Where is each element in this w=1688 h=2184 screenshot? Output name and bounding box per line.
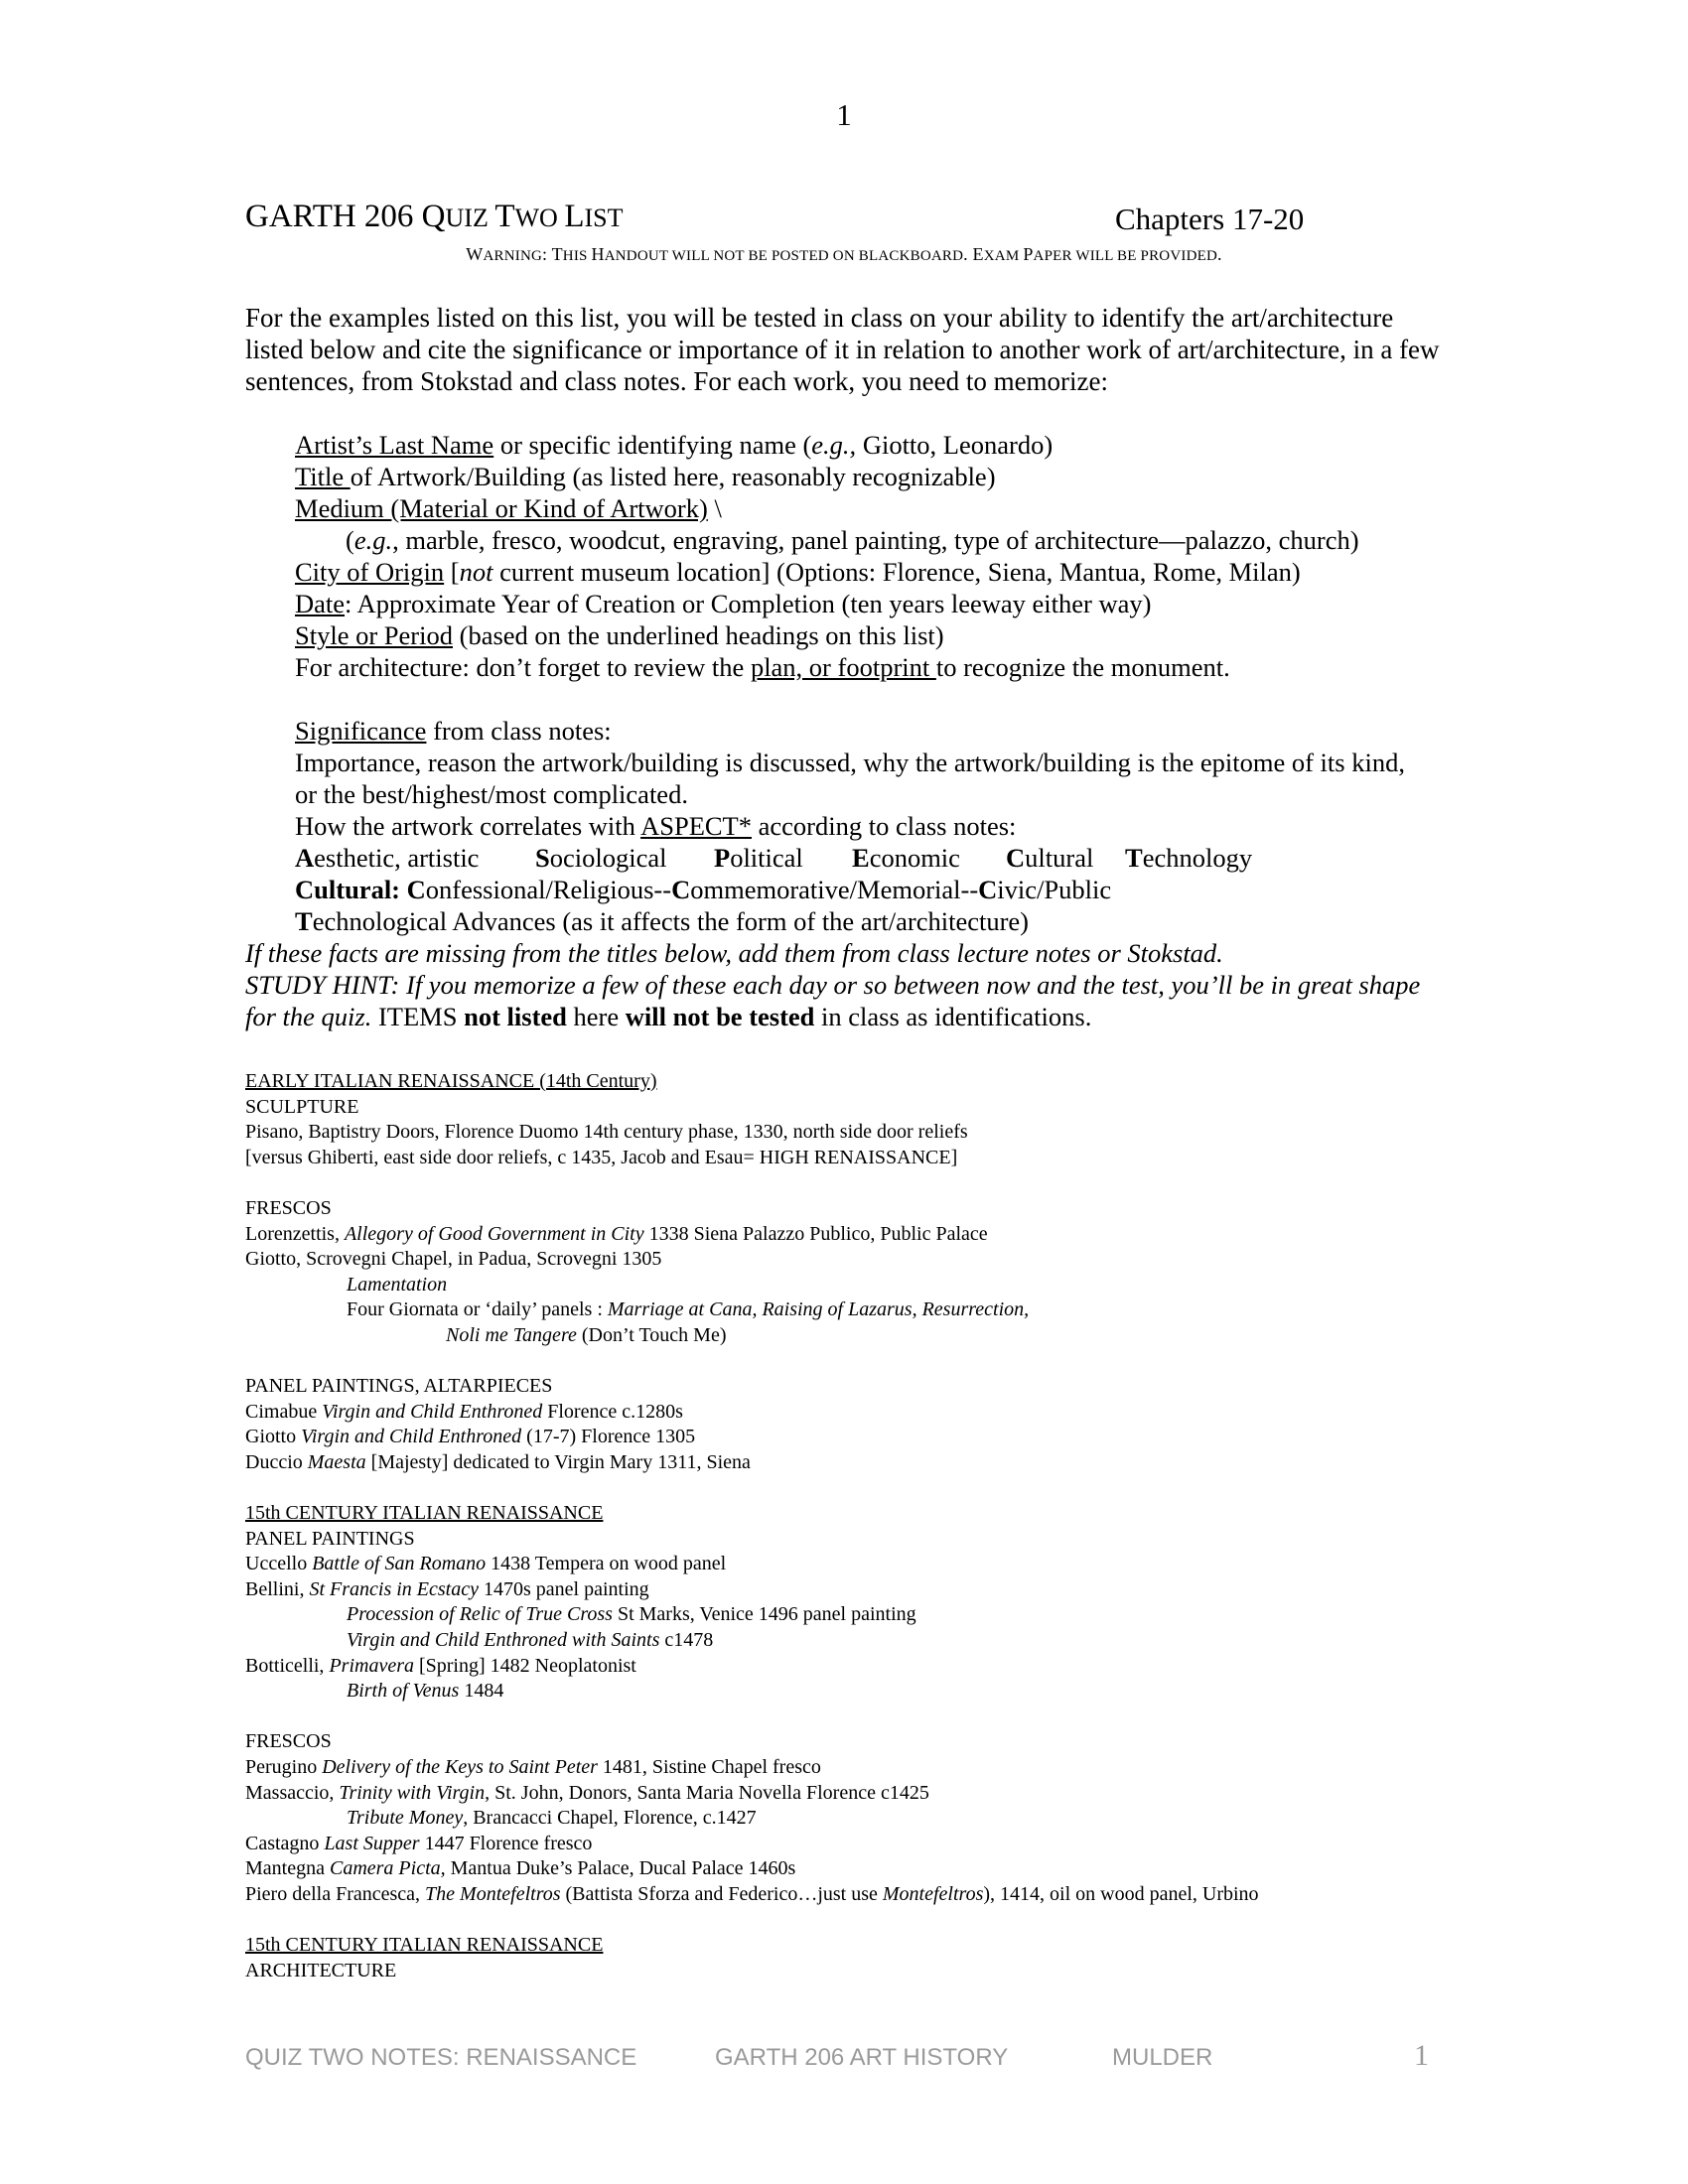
page-number-top: 1	[836, 97, 852, 132]
artwork-list	[245, 1069, 1486, 1983]
section-heading: EARLY ITALIAN RENAISSANCE (14th Century)	[245, 1070, 657, 1092]
footer-page-number: 1	[1414, 2039, 1429, 2072]
subsection-heading: FRESCOS	[245, 1730, 332, 1753]
subsection-heading: ARCHITECTURE	[245, 1959, 397, 1981]
list-item: Procession of Relic of True Cross St Marks, Venice 1496 panel painting	[347, 1603, 916, 1626]
list-item: Cimabue Virgin and Child Enthroned Florence c.1280s	[245, 1400, 683, 1423]
technological-line: Technological Advances (as it affects the form of the art/architecture)	[295, 906, 1029, 936]
list-item: Piero della Francesca, The Montefeltros (Battista Sforza and Federico…just use Montefeltros), 1414, oil on wood panel, Urbino	[245, 1883, 1259, 1905]
aspect-row	[295, 842, 1417, 874]
footer-left: QUIZ TWO NOTES: RENAISSANCE	[245, 2044, 637, 2071]
section-heading: 15th CENTURY ITALIAN RENAISSANCE	[245, 1934, 604, 1957]
footer-right: MULDER	[1112, 2044, 1213, 2071]
hint-missing-facts: If these facts are missing from the titles below, add them from class lecture notes or Stokstad.	[245, 938, 1223, 968]
list-item: Pisano, Baptistry Doors, Florence Duomo 14th century phase, 1330, north side door reliefs	[245, 1121, 968, 1144]
req-date: Date: Approximate Year of Creation or Completion (ten years leeway either way)	[295, 589, 1152, 618]
list-item: Bellini, St Francis in Ecstacy 1470s panel painting	[245, 1577, 649, 1600]
aspect-aesthetic: Aesthetic, artistic	[295, 843, 480, 873]
req-medium-examples: (e.g., marble, fresco, woodcut, engraving, panel painting, type of architecture—palazzo, church)	[346, 525, 1359, 555]
list-item: Virgin and Child Enthroned with Saints c1478	[347, 1629, 714, 1652]
req-architecture: For architecture: don’t forget to review the plan, or footprint to recognize the monument.	[295, 652, 1230, 682]
subsection-heading: PANEL PAINTINGS, ALTARPIECES	[245, 1375, 553, 1398]
chapters-label: Chapters 17-20	[1115, 202, 1305, 236]
req-style: Style or Period (based on the underlined headings on this list)	[295, 620, 944, 650]
page-title: GARTH 206 QUIZ TWO LIST	[245, 199, 624, 234]
aspect-political: Political	[714, 843, 803, 873]
list-item: Duccio Maesta [Majesty] dedicated to Virgin Mary 1311, Siena	[245, 1450, 751, 1473]
study-hint	[245, 937, 1447, 1032]
sig-heading: Significance from class notes:	[295, 716, 612, 746]
intro-paragraph: For the examples listed on this list, you will be tested in class on your ability to identify the art/architecture listed below and cite the significance or importance of it in relation to another work of art/architecture, in a few sentences, from Stokstad and class notes. For each work, you need to memorize:	[245, 303, 1440, 396]
list-item: Massaccio, Trinity with Virgin, St. John, Donors, Santa Maria Novella Florence c1425	[245, 1781, 929, 1804]
list-item: Lamentation	[347, 1273, 448, 1296]
list-item: Castagno Last Supper 1447 Florence fresco	[245, 1832, 593, 1854]
list-item: [versus Ghiberti, east side door reliefs, c 1435, Jacob and Esau= HIGH RENAISSANCE]	[245, 1146, 958, 1168]
aspect-sociological: Sociological	[535, 843, 667, 873]
section-heading: 15th CENTURY ITALIAN RENAISSANCE	[245, 1502, 604, 1525]
aspect-technology: Technology	[1125, 843, 1253, 873]
req-city: City of Origin [not current museum location] (Options: Florence, Siena, Mantua, Rome, Milan)	[295, 557, 1301, 587]
sig-aspect-line: How the artwork correlates with ASPECT* according to class notes:	[295, 811, 1017, 841]
list-item: Mantegna Camera Picta, Mantua Duke’s Palace, Ducal Palace 1460s	[245, 1857, 796, 1880]
list-item: Noli me Tangere (Don’t Touch Me)	[446, 1323, 727, 1346]
significance-section	[295, 715, 1417, 937]
cultural-line: Cultural: Confessional/Religious--Commemorative/Memorial--Civic/Public	[295, 875, 1112, 904]
list-item: Four Giornata or ‘daily’ panels : Marriage at Cana, Raising of Lazarus, Resurrection,	[347, 1298, 1030, 1321]
requirements-list	[295, 429, 1447, 683]
aspect-cultural: Cultural	[1006, 843, 1094, 873]
list-item: Perugino Delivery of the Keys to Saint Peter 1481, Sistine Chapel fresco	[245, 1756, 821, 1779]
subsection-heading: PANEL PAINTINGS	[245, 1527, 415, 1550]
subsection-heading: SCULPTURE	[245, 1095, 359, 1118]
aspect-economic: Economic	[852, 843, 960, 873]
list-item: Lorenzettis, Allegory of Good Government in City 1338 Siena Palazzo Publico, Public Palace	[245, 1222, 988, 1245]
hint-study: STUDY HINT: If you memorize a few of these each day or so between now and the test, you’ll be in great shape for the quiz. ITEMS not listed here will not be tested in class as identifications.	[245, 970, 1421, 1031]
list-item: Birth of Venus 1484	[347, 1680, 504, 1703]
subsection-heading: FRESCOS	[245, 1196, 332, 1219]
req-artist: Artist’s Last Name or specific identifying name (e.g., Giotto, Leonardo)	[295, 430, 1054, 460]
list-item: Giotto, Scrovegni Chapel, in Padua, Scrovegni 1305	[245, 1248, 662, 1271]
footer-center: GARTH 206 ART HISTORY	[715, 2044, 1009, 2071]
req-title: Title of Artwork/Building (as listed here, reasonably recognizable)	[295, 462, 996, 491]
list-item: Uccello Battle of San Romano 1438 Tempera on wood panel	[245, 1553, 727, 1575]
list-item: Tribute Money, Brancacci Chapel, Florence, c.1427	[347, 1807, 757, 1830]
req-medium: Medium (Material or Kind of Artwork) \	[295, 493, 722, 523]
list-item: Giotto Virgin and Child Enthroned (17-7) Florence 1305	[245, 1426, 696, 1448]
warning-note: WARNING: THIS HANDOUT WILL NOT BE POSTED ON BLACKBOARD. EXAM PAPER WILL BE PROVIDED.	[466, 244, 1222, 264]
list-item: Botticelli, Primavera [Spring] 1482 Neoplatonist	[245, 1654, 636, 1677]
sig-importance: Importance, reason the artwork/building is discussed, why the artwork/building is the epitome of its kind, or the best/highest/most complicated.	[295, 748, 1405, 809]
